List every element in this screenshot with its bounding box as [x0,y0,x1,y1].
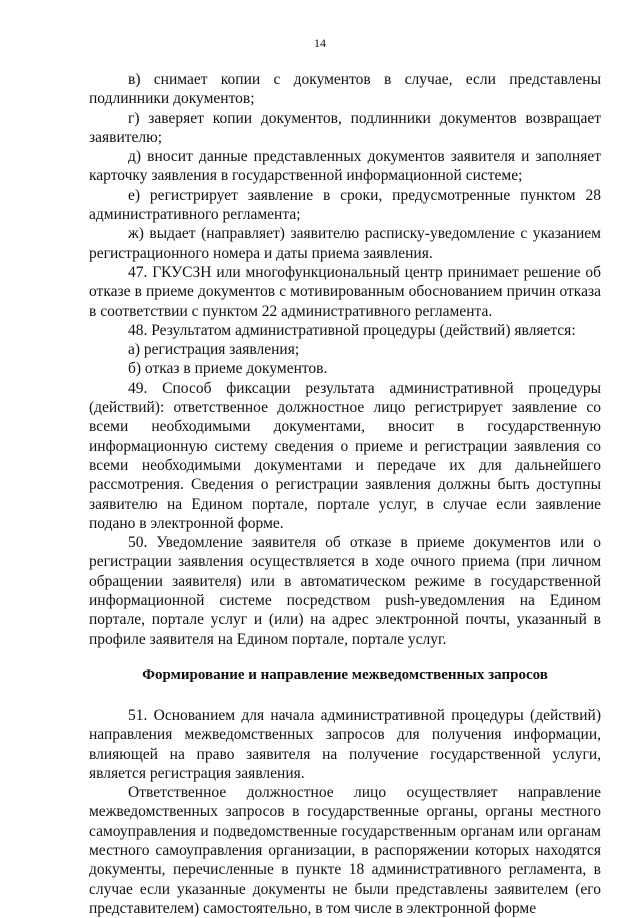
list-item-v: в) снимает копии с документов в случае, если представлены подлинники документов; [89,71,601,108]
paragraph-51-continued: Ответственное должностное лицо осуществляет направление межведомственных запросов в государственные органы, органы местного самоуправления и подведомственные государственным органам или органам местного самоуправления организации, в распоряжении которых находятся документы, перечисленные в пункте 18 административного регламента, в случае если указанные документы не были представлены заявителем (его представителем) самостоятельно, в том числе в электронной форме [89,784,601,917]
list-item-e: е) регистрирует заявление в сроки, предусмотренные пунктом 28 административного регламента; [89,186,601,224]
list-item-a: а) регистрация заявления; [128,341,300,359]
paragraph-50: 50. Уведомление заявителя об отказе в приеме документов или о регистрации заявления осуществляется в ходе очного приема (при личном обращении заявителя) или в автоматическом режиме в государственной информационной системе посредством push-уведомления на Едином портале, портале услуг и (или) на адрес электронной почты, указанный в профиле заявителя на Едином портале, портале услуг. [89,534,601,648]
paragraph-51: 51. Основанием для начала административной процедуры (действий) направления межведомственных запросов для получения информации, влияющей на право заявителя на получение государственной услуги, является регистрация заявления. [89,706,601,782]
document-body [89,70,601,918]
list-item-d: д) вносит данные представленных документов заявителя и заполняет карточку заявления в государственной информационной системе; [89,148,601,185]
paragraph-48: 48. Результатом административной процедуры (действий) является: [128,321,576,339]
page-number: 14 [314,36,326,50]
list-item-b: б) отказ в приеме документов. [128,360,328,378]
paragraph-47: 47. ГКУСЗН или многофункциональный центр принимает решение об отказе в приеме документов с мотивированным обоснованием причин отказа в соответствии с пунктом 22 административного регламента. [89,263,601,320]
paragraph-49: 49. Способ фиксации результата административной процедуры (действий): ответственное должностное лицо регистрирует заявление со всеми необходимыми документами, вносит в государственную информационную систему сведения о приеме и регистрации заявления со всеми необходимыми документами и передаче их для дальнейшего рассмотрения. Сведения о регистрации заявления должны быть доступны заявителю на Едином портале, портале услуг, в случае если заявление подано в электронной форме. [89,379,601,532]
list-item-g: г) заверяет копии документов, подлинники документов возвращает заявителю; [89,109,601,146]
list-item-zh: ж) выдает (направляет) заявителю расписку-уведомление с указанием регистрационного номера и даты приема заявления. [89,225,601,262]
section-heading: Формирование и направление межведомственных запросов [142,666,548,683]
